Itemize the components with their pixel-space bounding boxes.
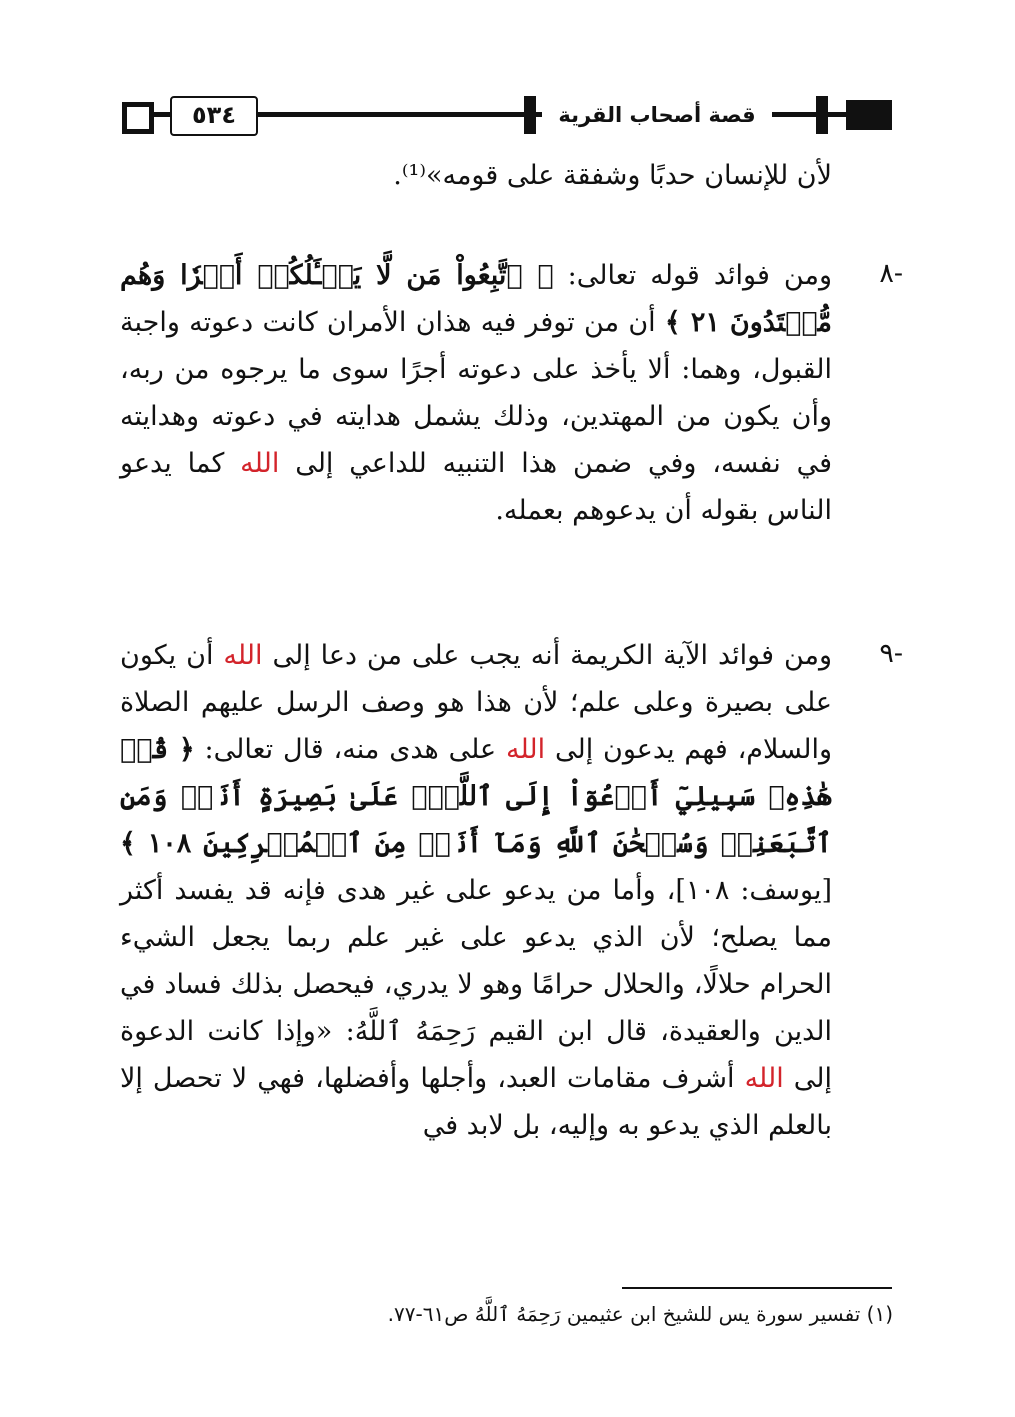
header-end-block	[846, 100, 892, 130]
verse-reference: [يوسف: ١٠٨]،	[655, 875, 832, 906]
point-8-end: كما يدعو الناس بقوله أن يدعوهم بعمله.	[120, 448, 832, 526]
point-8-text: أن من توفر فيه هذان الأمران كانت دعوته واجبة القبول، وهما: ألا يأخذ على دعوته أجرًا سوى ما يرجوه من ربه، وأن يكون من المهتدين، وذلك يشمل هدايته في دعوته وهدايته في نفسه، وفي ضمن هذا التنبيه للداعي إلى	[120, 307, 833, 479]
page-number: ٥٣٤	[170, 96, 258, 136]
footnote-rule	[622, 1287, 892, 1289]
allah-word: الله	[240, 448, 280, 479]
footnote: (١) تفسير سورة يس للشيخ ابن عثيمين رَحِمَهُ ٱللَّهُ ص٦١-٧٧.	[387, 1302, 893, 1326]
header-bar-block	[816, 96, 828, 134]
header-end-box	[122, 102, 154, 134]
allah-word: الله	[505, 734, 546, 765]
page-header	[122, 96, 892, 136]
point-9	[120, 632, 832, 1149]
quran-verse: ﴿ قُلۡ هَٰذِهِۦ سَبِيلِيٓ أَدۡعُوٓاْ إِلَى ٱللَّهِۚ عَلَىٰ بَصِيرَةٍ أَنَا۠ وَمَنِ ٱتَّبَعَنِيۖ وَسُبۡحَٰنَ ٱللَّهِ وَمَآ أَنَا۠ مِنَ ٱلۡمُشۡرِكِينَ ١٠٨ ﴾	[120, 734, 832, 859]
allah-word: الله	[744, 1063, 784, 1094]
header-bar-block	[524, 96, 536, 134]
quran-verse: ﴿ ٱتَّبِعُواْ مَن لَّا يَسۡـَٔلُكُمۡ أَجۡرٗا وَهُم مُّهۡتَدُونَ ٢١ ﴾	[120, 260, 832, 338]
point-9-text-5: أشرف مقامات العبد، وأجلها وأفضلها، فهي لا تحصل إلا بالعلم الذي يدعو به وإليه، بل لابد في	[120, 1063, 832, 1141]
point-9-text-1: ومن فوائد الآية الكريمة أنه يجب على من دعا إلى	[262, 640, 833, 671]
point-9-text-3: على هدى منه، قال تعالى:	[194, 734, 506, 765]
chapter-title: قصة أصحاب القرية	[542, 96, 772, 134]
point-number-8: -٨	[879, 258, 903, 289]
continuation-line	[120, 152, 832, 199]
allah-word: الله	[223, 640, 263, 671]
point-9-text-4: وأما من يدعو على غير هدى فإنه قد يفسد أكثر مما يصلح؛ لأن الذي يدعو على غير علم ربما يجعل الشيء الحرام حلالًا، والحلال حرامًا وهو لا يدري، فيحصل بذلك فساد في الدين والعقيدة، قال ابن القيم رَحِمَهُ ٱللَّهُ: «وإذا كانت الدعوة إلى	[120, 875, 832, 1094]
paragraph-continuation: لأن للإنسان حدبًا وشفقة على قومه»⁽¹⁾.	[393, 160, 832, 191]
point-number-9: -٩	[879, 638, 903, 669]
point-8	[120, 252, 832, 534]
point-9-text-2: أن يكون على بصيرة وعلى علم؛ لأن هذا هو وصف الرسل عليهم الصلاة والسلام، فهم يدعون إلى	[120, 640, 832, 765]
point-8-lead: ومن فوائد قوله تعالى:	[553, 260, 832, 291]
